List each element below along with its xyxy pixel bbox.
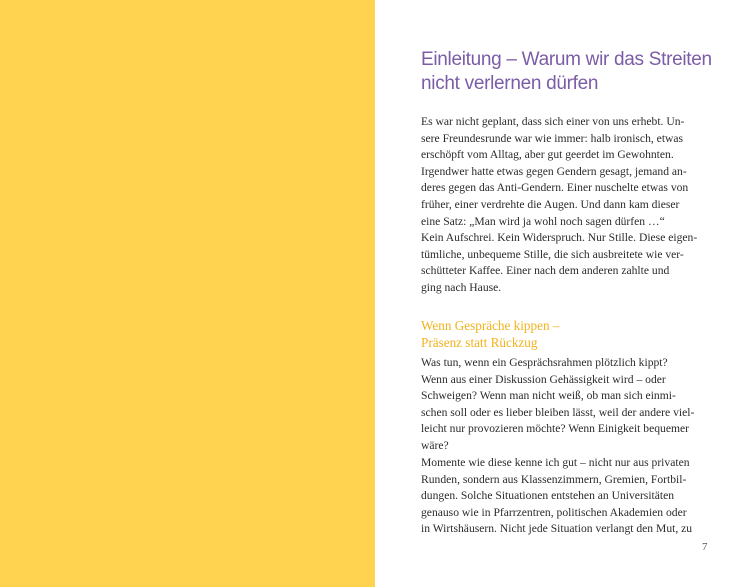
chapter-title [421, 48, 721, 96]
section-heading-line: Wenn Gespräche kippen – [421, 318, 560, 333]
chapter-title-line: Einleitung – Warum wir das Streiten [421, 49, 712, 70]
text-line: eine Satz: „Man wird ja wohl noch sagen dürfen …“ [421, 214, 665, 228]
text-line: Irgendwer hatte etwas gegen Gendern gesagt, jemand an- [421, 164, 687, 178]
text-line: tümliche, unbequeme Stille, die sich ausbreitete wie ver- [421, 247, 684, 261]
text-line: erschöpft vom Alltag, aber gut geerdet im Gewohnten. [421, 148, 674, 162]
text-line: sere Freundesrunde war wie immer: halb ironisch, etwas [421, 131, 684, 145]
text-line: Wenn aus einer Diskussion Gehässigkeit wird – oder [421, 372, 666, 386]
section-paragraph [421, 455, 708, 538]
text-line: in Wirtshäusern. Nicht jede Situation verlangt den Mut, zu [421, 522, 693, 536]
text-line: Schweigen? Wenn man nicht weiß, ob man sich einmi- [421, 389, 676, 403]
text-line: Momente wie diese kenne ich gut – nicht nur aus privaten [421, 456, 690, 469]
text-line: genauso wie in Pfarrzentren, politischen Akademien oder [421, 505, 687, 519]
section-paragraph [421, 355, 708, 455]
text-line: leicht nur provozieren möchte? Wenn Einigkeit bequemer [421, 422, 689, 436]
text-line: dungen. Solche Situationen entstehen an Universitäten [421, 489, 675, 503]
page-number: 7 [702, 541, 708, 553]
text-line: Runden, sondern aus Klassenzimmern, Gremien, Fortbil- [421, 472, 687, 486]
text-line: Was tun, wenn ein Gesprächsrahmen plötzlich kippt? [421, 356, 668, 369]
text-line: früher, einer verdrehte die Augen. Und dann kam dieser [421, 197, 680, 211]
text-line: schütteter Kaffee. Einer nach dem anderen zahlte und [421, 264, 670, 278]
text-line: Kein Aufschrei. Kein Widerspruch. Nur Stille. Diese eigen- [421, 231, 698, 245]
intro-paragraph [421, 114, 708, 297]
text-line: wäre? [421, 438, 449, 452]
section-heading [421, 317, 708, 351]
chapter-title-line: nicht verlernen dürfen [421, 73, 599, 94]
text-line: deres gegen das Anti-Gendern. Einer nuschelte etwas von [421, 181, 689, 195]
text-line: schen soll oder es lieber bleiben lässt, weil der andere viel- [421, 405, 695, 419]
book-page [375, 0, 750, 587]
text-line: ging nach Hause. [421, 280, 502, 294]
section-heading-line: Präsenz statt Rückzug [421, 335, 538, 350]
text-line: Es war nicht geplant, dass sich einer von uns erhebt. Un- [421, 115, 685, 128]
